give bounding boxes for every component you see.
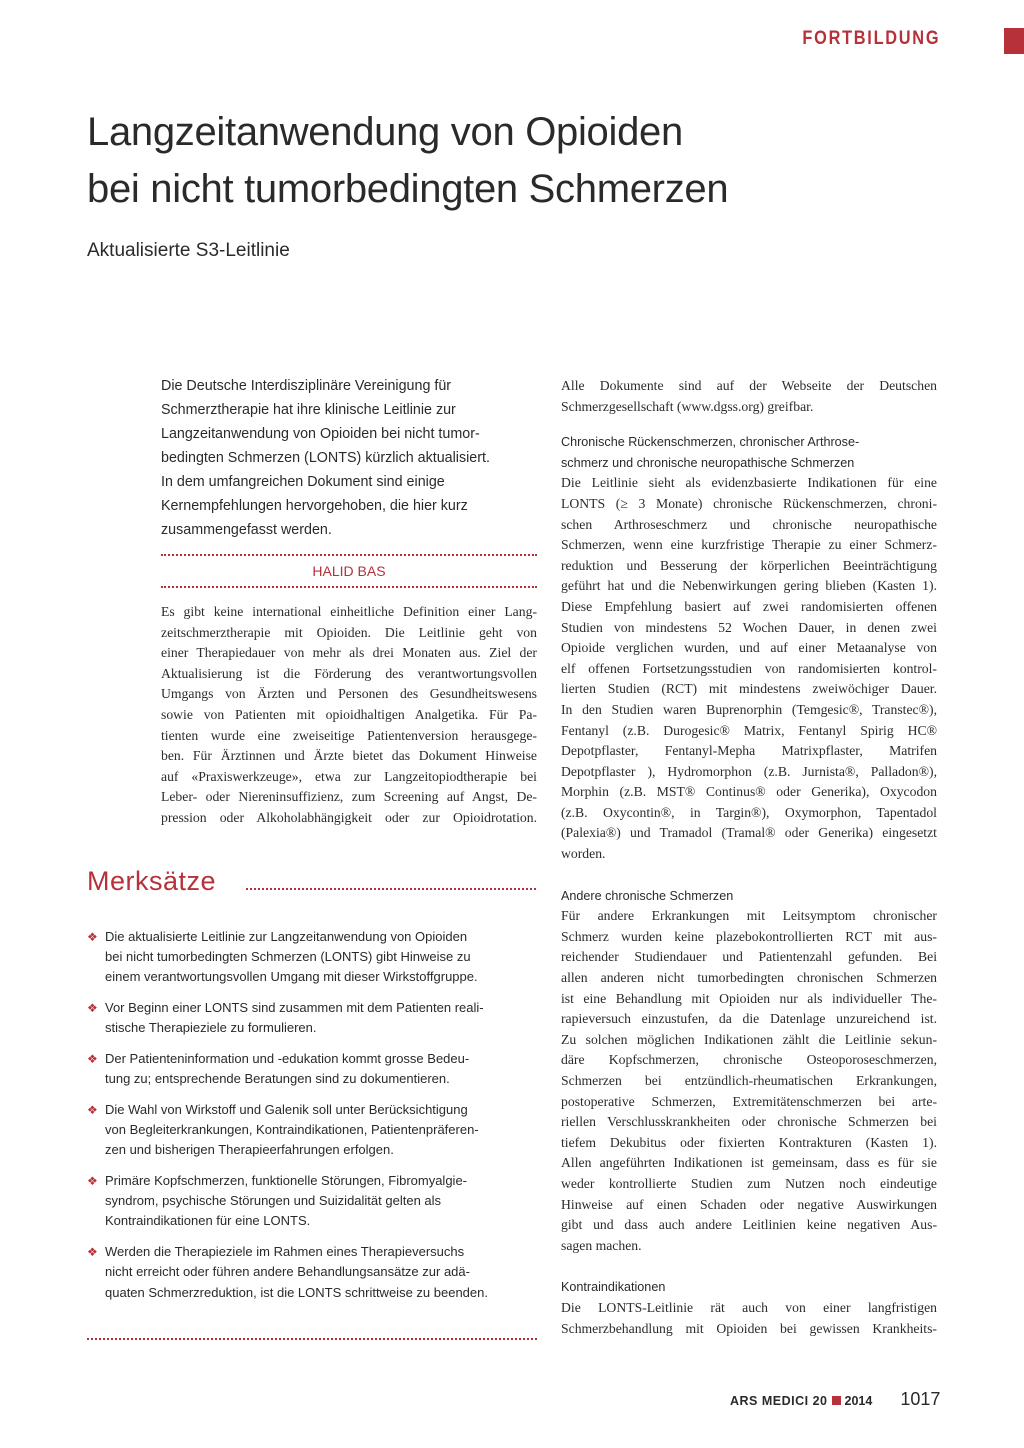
- text-line: schen Arthroseschmerz und chronische neuropathische: [561, 516, 937, 532]
- text-line: sagen machen.: [561, 1237, 642, 1253]
- text-line: Schmerzbehandlung mit Opioiden bei gewissen Krankheits-: [561, 1320, 937, 1336]
- text-line: (Palexia®) und Tramadol (Tramal® oder Generika) eingesetzt: [561, 825, 937, 841]
- list-item-line: Die aktualisierte Leitlinie zur Langzeitanwendung von Opioiden: [105, 929, 468, 944]
- text-line: zeitschmerztherapie mit Opioiden. Die Leitlinie geht von: [161, 624, 537, 640]
- text-line: postoperative Schmerzen, Extremitätenschmerzen bei arte-: [561, 1093, 937, 1109]
- diamond-bullet-icon: ❖: [87, 1245, 98, 1260]
- text-line: Schmerzen, wenn eine kurzfristige Therapie zu einer Schmerz-: [561, 537, 937, 553]
- article-subtitle: Aktualisierte S3-Leitlinie: [87, 240, 290, 261]
- section-heading: schmerz und chronische neuropathische Schmerzen: [561, 455, 855, 470]
- intro-paragraph: [161, 602, 537, 829]
- diamond-bullet-icon: ❖: [87, 1052, 98, 1067]
- list-item-line: syndrom, psychische Störungen und Suizidalität gelten als: [105, 1193, 442, 1209]
- section-heading: Kontraindikationen: [561, 1280, 666, 1295]
- text-line: weder kontrollierte Studien zum Nutzen noch eindeutige: [561, 1175, 937, 1191]
- text-line: Leber- oder Niereninsuffizienz, zum Screening auf Angst, De-: [161, 789, 537, 805]
- list-item-line: einem verantwortungsvollen Umgang mit dieser Wirkstoffgruppe.: [105, 969, 478, 985]
- text-line: allen anderen nicht tumorbedingten chronischen Schmerzen: [561, 970, 937, 986]
- page-footer: [730, 1389, 940, 1410]
- text-line: Depotpflaster, Fentanyl-Mepha Matrixpflaster, Matrifen: [561, 743, 937, 759]
- text-line: elf offenen Fortsetzungsstudien von randomisierten kontrol-: [561, 660, 937, 676]
- list-item: [87, 927, 537, 988]
- text-line: Alle Dokumente sind auf der Webseite der Deutschen: [561, 378, 937, 393]
- dotted-divider: [246, 888, 536, 890]
- lead-line: bedingten Schmerzen (LONTS) kürzlich aktualisiert.: [161, 450, 490, 466]
- text-line: Die Leitlinie sieht als evidenzbasierte Indikationen für eine: [561, 475, 937, 491]
- text-line: Es gibt keine international einheitliche Definition einer Lang-: [161, 604, 537, 619]
- separator-square-icon: [832, 1396, 841, 1405]
- list-item-line: Die Wahl von Wirkstoff und Galenik soll unter Berücksichtigung: [105, 1101, 468, 1117]
- text-line: Depotpflaster ), Hydromorphon (z.B. Jurnista®, Palladon®),: [561, 763, 937, 779]
- text-line: Schmerz wurden keine plazebokontrollierten RCT mit aus-: [561, 928, 937, 944]
- article-title-line: Langzeitanwendung von Opioiden: [87, 110, 683, 154]
- diamond-bullet-icon: ❖: [87, 1102, 98, 1117]
- article-title-line: bei nicht tumorbedingten Schmerzen: [87, 167, 729, 211]
- section-heading: Andere chronische Schmerzen: [561, 888, 734, 903]
- dotted-divider: [161, 586, 537, 588]
- text-line: sowie von Patienten mit opioidhaltigen Analgetika. Für Pa-: [161, 706, 537, 722]
- diamond-bullet-icon: ❖: [87, 1001, 98, 1016]
- text-line: riellen Verschlusskrankheiten oder chronische Schmerzen bei: [561, 1114, 937, 1130]
- text-line: Die LONTS-Leitlinie rät auch von einer langfristigen: [561, 1299, 937, 1315]
- text-line: ist eine Behandlung mit Opioiden nur als individueller The-: [561, 990, 937, 1006]
- right-column: [561, 376, 937, 1339]
- list-item-line: quaten Schmerzreduktion, ist die LONTS schrittweise zu beenden.: [105, 1284, 488, 1300]
- text-line: rapieversuch einzustufen, da die Datenlage unzureichend ist.: [561, 1011, 937, 1027]
- lead-line: Die Deutsche Interdisziplinäre Vereinigung für: [161, 378, 452, 394]
- list-item-line: Werden die Therapieziele im Rahmen eines Therapieversuchs: [105, 1244, 465, 1260]
- text-line: Hinweise auf einen Schaden oder negative Auswirkungen: [561, 1196, 937, 1212]
- section-heading: Chronische Rückenschmerzen, chronischer Arthrose-: [561, 435, 860, 450]
- article-title: [87, 104, 967, 218]
- text-line: Fentanyl (z.B. Durogesic® Matrix, Fentanyl Spirig HC®: [561, 722, 937, 738]
- list-item: [87, 1171, 537, 1232]
- text-line: ben. Für Ärztinnen und Ärzte bietet das Dokument Hinweise: [161, 748, 537, 764]
- text-line: reichender Studiendauer und Patientenzahl gefunden. Bei: [561, 949, 937, 965]
- lead-line: Schmerztherapie hat ihre klinische Leitlinie zur: [161, 402, 456, 418]
- list-item-line: Vor Beginn einer LONTS sind zusammen mit dem Patienten reali-: [105, 1000, 484, 1016]
- diamond-bullet-icon: ❖: [87, 930, 98, 944]
- text-line: tiefem Dekubitus oder fixierten Kontrakturen (Kasten 1).: [561, 1134, 937, 1150]
- lead-line: Langzeitanwendung von Opioiden bei nicht tumor-: [161, 426, 480, 442]
- list-item-line: stische Therapieziele zu formulieren.: [105, 1020, 317, 1036]
- text-line: auf «Praxiswerkzeuge», etwa zur Langzeitopiodtherapie bei: [161, 768, 537, 784]
- text-line: Umgangs von Ärzten und Personen des Gesundheitswesens: [161, 686, 537, 702]
- text-line: worden.: [561, 846, 606, 862]
- text-line: gibt und dass auch andere Leitlinien keine negativen Aus-: [561, 1217, 937, 1233]
- text-line: (z.B. Oxycontin®, in Targin®), Oxymorphon, Tapentadol: [561, 804, 937, 820]
- merksaetze-heading: Merksätze: [87, 866, 217, 896]
- list-item-line: Der Patienteninformation und -edukation kommt grosse Bedeu-: [105, 1051, 470, 1067]
- text-line: pression oder Alkoholabhängigkeit oder zur Opioidrotation.: [161, 809, 537, 825]
- list-item-line: zen und bisherigen Therapieerfahrungen erfolgen.: [105, 1142, 394, 1158]
- diamond-bullet-icon: ❖: [87, 1174, 98, 1189]
- text-line: LONTS (≥ 3 Monate) chronische Rückenschmerzen, chroni-: [561, 495, 937, 511]
- text-line: Aktualisierung ist die Förderung des verantwortungsvollen: [161, 665, 537, 681]
- text-line: Morphin (z.B. MST® Continus® oder Generika), Oxycodon: [561, 784, 937, 800]
- list-item-line: bei nicht tumorbedingten Schmerzen (LONTS) gibt Hinweise zu: [105, 949, 471, 965]
- text-line: lierten Studien (RCT) mit mindestens zweiwöchiger Dauer.: [561, 681, 937, 697]
- lead-line: zusammengefasst werden.: [161, 522, 332, 538]
- lead-line: Kernempfehlungen hervorgehoben, die hier kurz: [161, 498, 468, 514]
- dotted-divider: [87, 1338, 537, 1340]
- text-line: Schmerzgesellschaft (www.dgss.org) greifbar.: [561, 398, 814, 414]
- text-line: Opioide verglichen wurden, und auf einer Metaanalyse von: [561, 640, 937, 656]
- list-item-line: von Begleiterkrankungen, Kontraindikationen, Patientenpräferen-: [105, 1122, 479, 1138]
- dotted-divider: [161, 554, 537, 556]
- author-name: HALID BAS: [312, 563, 386, 579]
- list-item: [87, 998, 537, 1038]
- list-item: [87, 1242, 537, 1303]
- list-item-line: Primäre Kopfschmerzen, funktionelle Störungen, Fibromyalgie-: [105, 1173, 468, 1189]
- journal-name: ARS MEDICI 20: [730, 1394, 828, 1408]
- text-line: Studien von mindestens 52 Wochen Dauer, in denen zwei: [561, 619, 937, 635]
- journal-year: 2014: [844, 1394, 873, 1408]
- text-line: reduktion und Besserung der körperlichen Beeinträchtigung: [561, 557, 937, 573]
- text-line: däre Kopfschmerzen, chronische Osteoporoseschmerzen,: [561, 1052, 937, 1068]
- text-line: tienten wurde eine zweiseitige Patientenversion herausgege-: [161, 727, 537, 743]
- text-line: geführt hat und die Nebenwirkungen gering blieben (Kasten 1).: [561, 578, 937, 594]
- text-line: einer Therapiedauer von mehr als drei Monaten aus. Ziel der: [161, 645, 537, 661]
- list-item: [87, 1100, 537, 1161]
- text-line: In den Studien waren Buprenorphin (Temgesic®, Transtec®),: [561, 701, 937, 717]
- list-item-line: Kontraindikationen für eine LONTS.: [105, 1213, 311, 1229]
- list-item: [87, 1049, 537, 1089]
- lead-line: In dem umfangreichen Dokument sind einige: [161, 474, 445, 490]
- text-line: Schmerzen bei entzündlich-rheumatischen Erkrankungen,: [561, 1073, 937, 1088]
- text-line: Zu solchen möglichen Indikationen zählt die Leitlinie sekun-: [561, 1031, 937, 1047]
- section-label: FORTBILDUNG: [802, 28, 940, 49]
- text-line: Diese Empfehlung basiert auf zwei randomisierten offenen: [561, 598, 937, 614]
- list-item-line: nicht erreicht oder führen andere Behandlungsansätze zur adä-: [105, 1264, 470, 1280]
- list-item-line: tung zu; entsprechende Beratungen sind zu dokumentieren.: [105, 1071, 450, 1087]
- text-line: Allen angeführten Indikationen ist gemeinsam, dass es für sie: [561, 1155, 937, 1171]
- page-number: 1017: [900, 1389, 941, 1409]
- text-line: Für andere Erkrankungen mit Leitsymptom chronischer: [561, 908, 937, 924]
- merksaetze-list: [87, 927, 537, 1313]
- section-color-block: [1004, 28, 1024, 54]
- lead-paragraph: [161, 374, 537, 542]
